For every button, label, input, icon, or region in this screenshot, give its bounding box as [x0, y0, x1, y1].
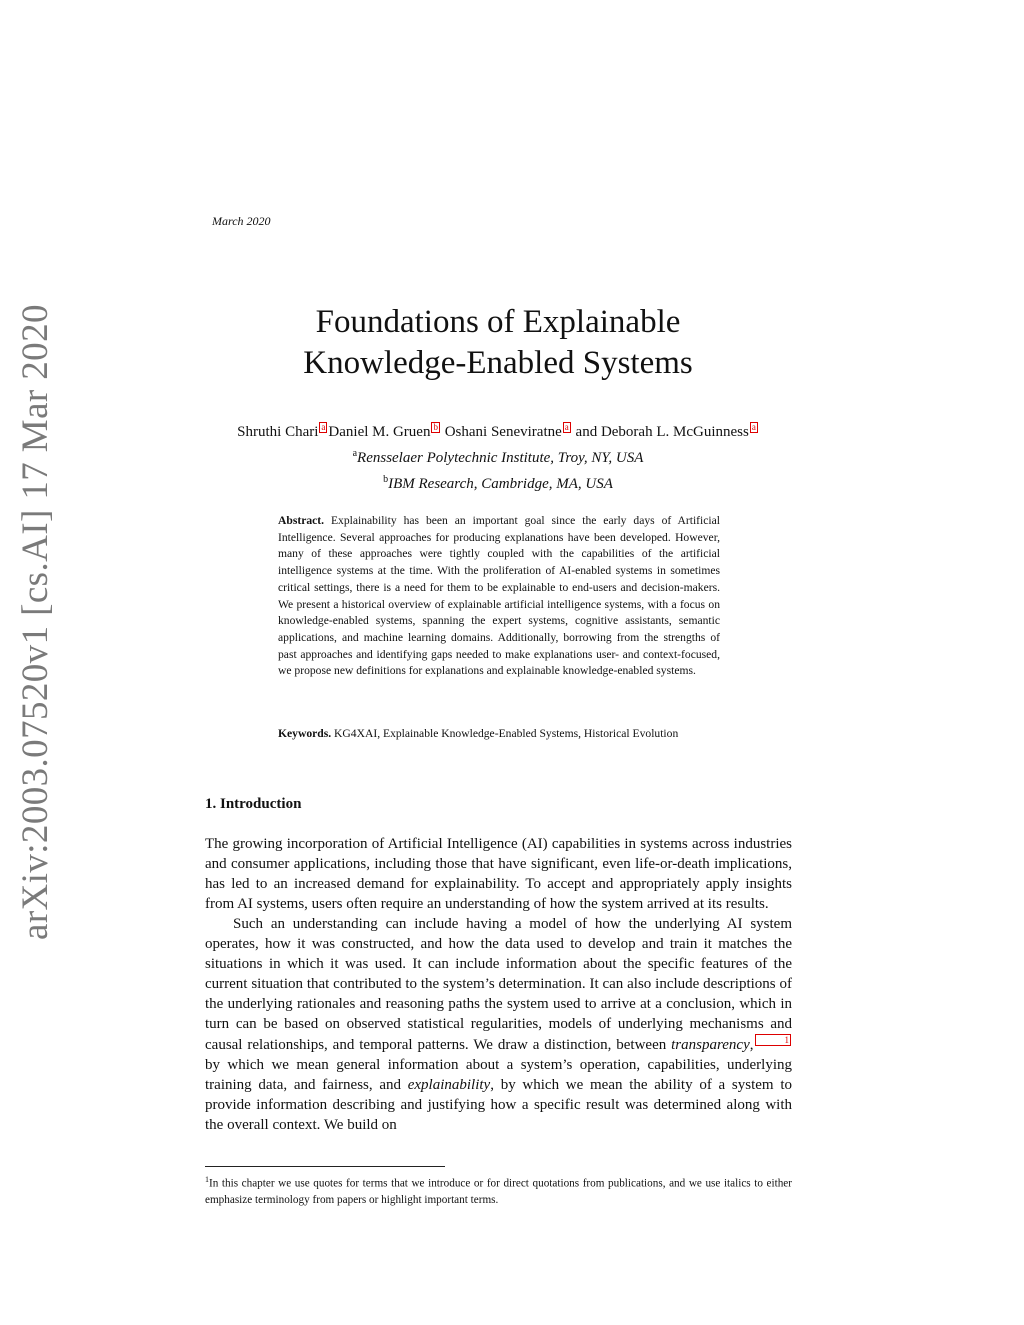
section-heading: 1. Introduction: [205, 796, 302, 812]
arxiv-identifier[interactable]: arXiv:2003.07520v1 [cs.AI] 17 Mar 2020: [15, 304, 56, 940]
author-name: Daniel M. Gruen: [328, 424, 431, 440]
keywords-label: Keywords.: [278, 727, 332, 740]
text-run: Such an understanding can include having a model of how the underlying AI system operates, how it was constructed, and how the data used to develop and train it matches the situations in which it was used. It can include information about the specific features of the current situation that contributed to the system’s determination. It can also include descriptions of the underlying rationales and reasoning paths the system used to arrive at a conclusion, which in turn can be based on observed statistical regularities, models of underlying mechanisms and causal relationships, and temporal patterns. We draw a distinction, between: [205, 916, 792, 1053]
affiliation-a: [200, 443, 796, 469]
date-header: March 2020: [212, 214, 271, 228]
keywords: [278, 726, 748, 743]
text-run: by which we mean general information about a system’s operation, capabilities, underlying training data, and fairness, and: [205, 1057, 792, 1093]
footnote-link[interactable]: 1: [755, 1034, 792, 1046]
title-line-1: Foundations of Explainable: [315, 304, 681, 340]
footnote-text: In this chapter we use quotes for terms that we introduce or for direct quotations from publications, and we use italics to either emphasize terminology from papers or highlight important terms.: [205, 1177, 792, 1206]
author-list: [200, 422, 796, 443]
footnote: [205, 1172, 792, 1208]
affiliation-mark: a: [352, 448, 358, 459]
affiliation-text: IBM Research, Cambridge, MA, USA: [388, 476, 613, 492]
abstract-text: Explainability has been an important goal since the early days of Artificial Intelligence. Several approaches for producing explanations have been developed. However, many of these approaches were tightly coupled with the capabilities of the artificial intelligence systems at the time. With the proliferation of AI-enabled systems in sometimes critical settings, there is a need for them to be explainable to end-users and decision-makers. We present a historical overview of explainable artificial intelligence systems, with a focus on knowledge-enabled systems, spanning the expert systems, cognitive assistants, semantic applications, and machine learning domains. Additionally, borrowing from the strengths of past approaches and identifying gaps needed to make explanations user- and context-focused, we propose new definitions for explanations and explainable knowledge-enabled systems.: [278, 514, 720, 678]
emphasis-explainability: explainability: [407, 1077, 491, 1093]
author-name: Oshani Seneviratne: [444, 424, 562, 440]
keywords-text: KG4XAI, Explainable Knowledge-Enabled Systems, Historical Evolution: [334, 727, 679, 740]
paper-title: [200, 302, 796, 384]
author-name: and Deborah L. McGuinness: [575, 424, 749, 440]
author-name: Shruthi Chari: [237, 424, 319, 440]
affiliation-link[interactable]: a: [751, 422, 756, 432]
emphasis-transparency: transparency: [671, 1037, 750, 1053]
abstract: [278, 513, 720, 680]
affiliation-link[interactable]: a: [564, 422, 569, 432]
abstract-label: Abstract.: [278, 514, 325, 527]
footnote-divider: [205, 1166, 445, 1167]
affiliation-mark: b: [383, 474, 389, 485]
footnote-mark: 1: [205, 1175, 209, 1184]
paragraph: Such an understanding can include having a model of how the underlying AI system operates, how it was constructed, and how the data used to develop and train it matches the situations in which it was used. It can include information about the specific features of the current situation that contributed to the system’s determination. It can also include descriptions of the underlying rationales and reasoning paths the system used to arrive at a conclusion, which in turn can be based on observed statistical regularities, models of underlying mechanisms and causal relationships, and temporal patterns. We draw a distinction, between transparency, 1 by which we mean general information about a system’s operation, capabilities, underlying training data, and fairness, and explainability, by which we mean the ability of a system to provide information describing and justifying how a specific result was determined along with the overall context. We build on: [205, 916, 792, 1133]
affiliation-link[interactable]: b: [433, 422, 438, 432]
text-run: , by which we mean the ability of a system to provide information describing and justifying how a specific result was determined along with the overall context. We build on: [205, 1077, 792, 1133]
body-text: [205, 834, 792, 1135]
title-line-2: Knowledge-Enabled Systems: [303, 345, 693, 381]
affiliation-b: [200, 469, 796, 495]
author-block: [200, 422, 796, 495]
affiliation-link[interactable]: a: [321, 422, 326, 432]
affiliation-text: Rensselaer Polytechnic Institute, Troy, NY, USA: [357, 450, 644, 466]
paragraph: The growing incorporation of Artificial Intelligence (AI) capabilities in systems across industries and consumer applications, including those that have significant, even life-or-death implications, has led to an increased demand for explainability. To accept and appropriately apply insights from AI systems, users often require an understanding of how the system arrived at its results.: [205, 836, 792, 912]
